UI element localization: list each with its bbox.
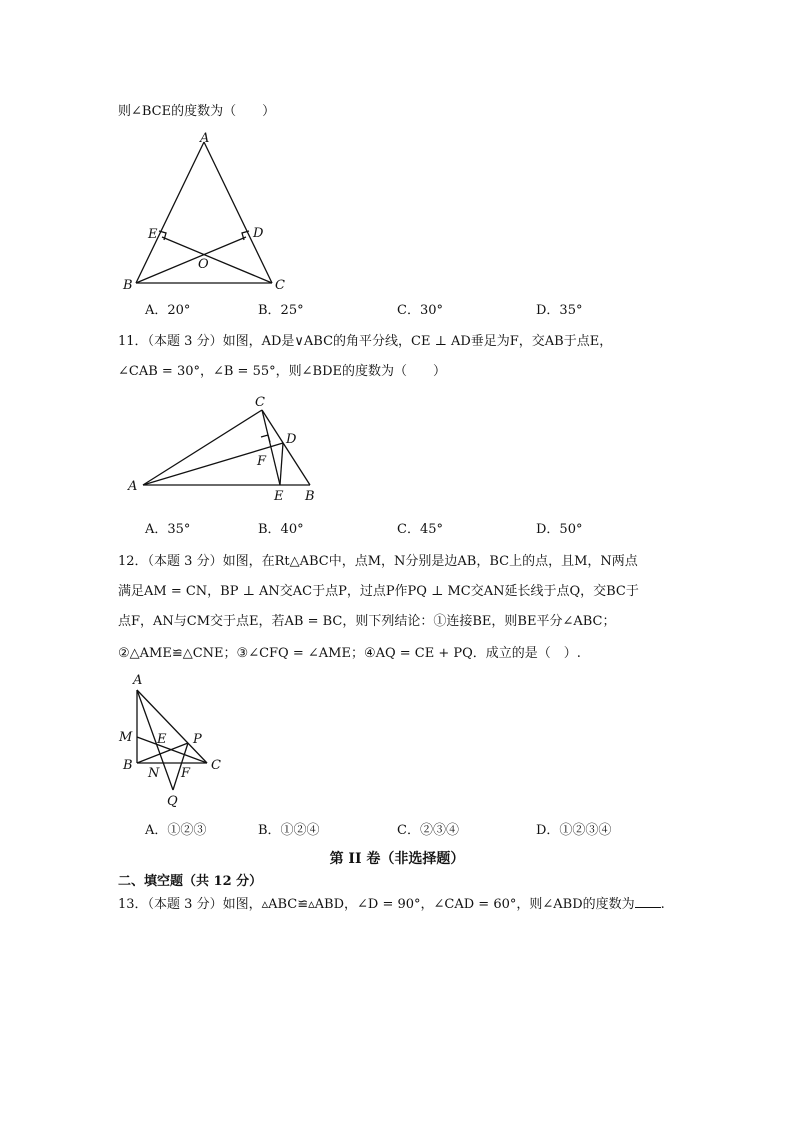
q12-label-E: E bbox=[157, 732, 167, 747]
q12-stem-line2: 满足AM = CN，BP ⊥ AN交AC于点P，过点P作PQ ⊥ MC交AN延长线于点Q，交BC于 bbox=[118, 584, 639, 599]
q12-label-Q: Q bbox=[167, 794, 178, 809]
q11-stem-line2: ∠CAB = 30°，∠B = 55°，则∠BDE的度数为（ ） bbox=[118, 364, 446, 379]
q13-end: . bbox=[660, 897, 665, 912]
q13-stem bbox=[118, 895, 665, 914]
q10-line-BD bbox=[136, 237, 246, 283]
q10-line-AB bbox=[136, 142, 204, 283]
q12-label-N: N bbox=[148, 766, 160, 781]
q11-line-CE bbox=[262, 410, 280, 485]
q12-stem-line1: 12．（本题 3 分）如图，在Rt△ABC中，点M，N分别是边AB，BC上的点，且M，N两点 bbox=[118, 554, 638, 569]
q11-label-A: A bbox=[128, 479, 138, 494]
q11-line-DE bbox=[280, 443, 283, 485]
q12-label-P: P bbox=[193, 732, 202, 747]
q11-label-E: E bbox=[274, 489, 284, 504]
q12-label-M: M bbox=[119, 730, 133, 745]
q11-option-b: B．40° bbox=[258, 522, 304, 537]
q11-label-B: B bbox=[305, 489, 315, 504]
q12-label-A: A bbox=[133, 673, 143, 688]
part2-title: 第 II 卷（非选择题） bbox=[329, 851, 465, 867]
q10-line-CE bbox=[162, 237, 272, 283]
q10-line-AC bbox=[204, 142, 272, 283]
q10-label-D: D bbox=[253, 226, 264, 241]
q12-option-a: A．①②③ bbox=[145, 823, 207, 838]
q12-stem-line3: 点F，AN与CM交于点E，若AB = BC，则下列结论：①连接BE，则BE平分∠ABC； bbox=[118, 614, 616, 629]
q13-text: 13．（本题 3 分）如图，▵ABC≌▵ABD，∠D = 90°，∠CAD = 60°，则∠ABD的度数为 bbox=[118, 897, 635, 912]
q11-label-C: C bbox=[255, 395, 265, 410]
q11-option-a: A．35° bbox=[145, 522, 191, 537]
q11-option-d: D．50° bbox=[536, 522, 583, 537]
q11-option-c: C．45° bbox=[397, 522, 443, 537]
q11-stem-line1: 11．（本题 3 分）如图，AD是∨ABC的角平分线，CE ⊥ AD垂足为F，交AB于点E， bbox=[118, 334, 613, 349]
q10-option-c: C．30° bbox=[397, 303, 443, 318]
q10-label-E: E bbox=[148, 227, 158, 242]
q11-right-angle-F bbox=[261, 435, 270, 442]
q10-label-A: A bbox=[200, 131, 210, 146]
q12-stem-line4: ②△AME≌△CNE；③∠CFQ = ∠AME；④AQ = CE + PQ．成立的是（ ）. bbox=[118, 646, 581, 661]
q10-label-B: B bbox=[123, 278, 133, 293]
q11-figure bbox=[125, 393, 335, 508]
q12-label-B: B bbox=[123, 758, 133, 773]
q11-line-AC bbox=[143, 410, 262, 485]
fill-blank-section-heading: 二、填空题（共 12 分） bbox=[118, 874, 263, 889]
q10-figure bbox=[120, 130, 300, 295]
q10-option-d: D．35° bbox=[536, 303, 583, 318]
q10-option-b: B．25° bbox=[258, 303, 304, 318]
q12-label-C: C bbox=[211, 758, 221, 773]
q10-label-O: O bbox=[198, 257, 209, 272]
q12-option-d: D．①②③④ bbox=[536, 823, 612, 838]
q12-option-c: C．②③④ bbox=[397, 823, 459, 838]
q11-label-D: D bbox=[286, 432, 297, 447]
q11-label-F: F bbox=[257, 454, 267, 469]
q12-label-F: F bbox=[181, 766, 191, 781]
q10-stem-tail: 则∠BCE的度数为（ ） bbox=[118, 104, 276, 119]
q12-line-AC bbox=[137, 690, 207, 763]
q10-label-C: C bbox=[275, 278, 285, 293]
q13-answer-blank bbox=[635, 895, 661, 908]
q12-figure bbox=[115, 670, 235, 810]
q12-option-b: B．①②④ bbox=[258, 823, 320, 838]
q10-option-a: A．20° bbox=[145, 303, 191, 318]
